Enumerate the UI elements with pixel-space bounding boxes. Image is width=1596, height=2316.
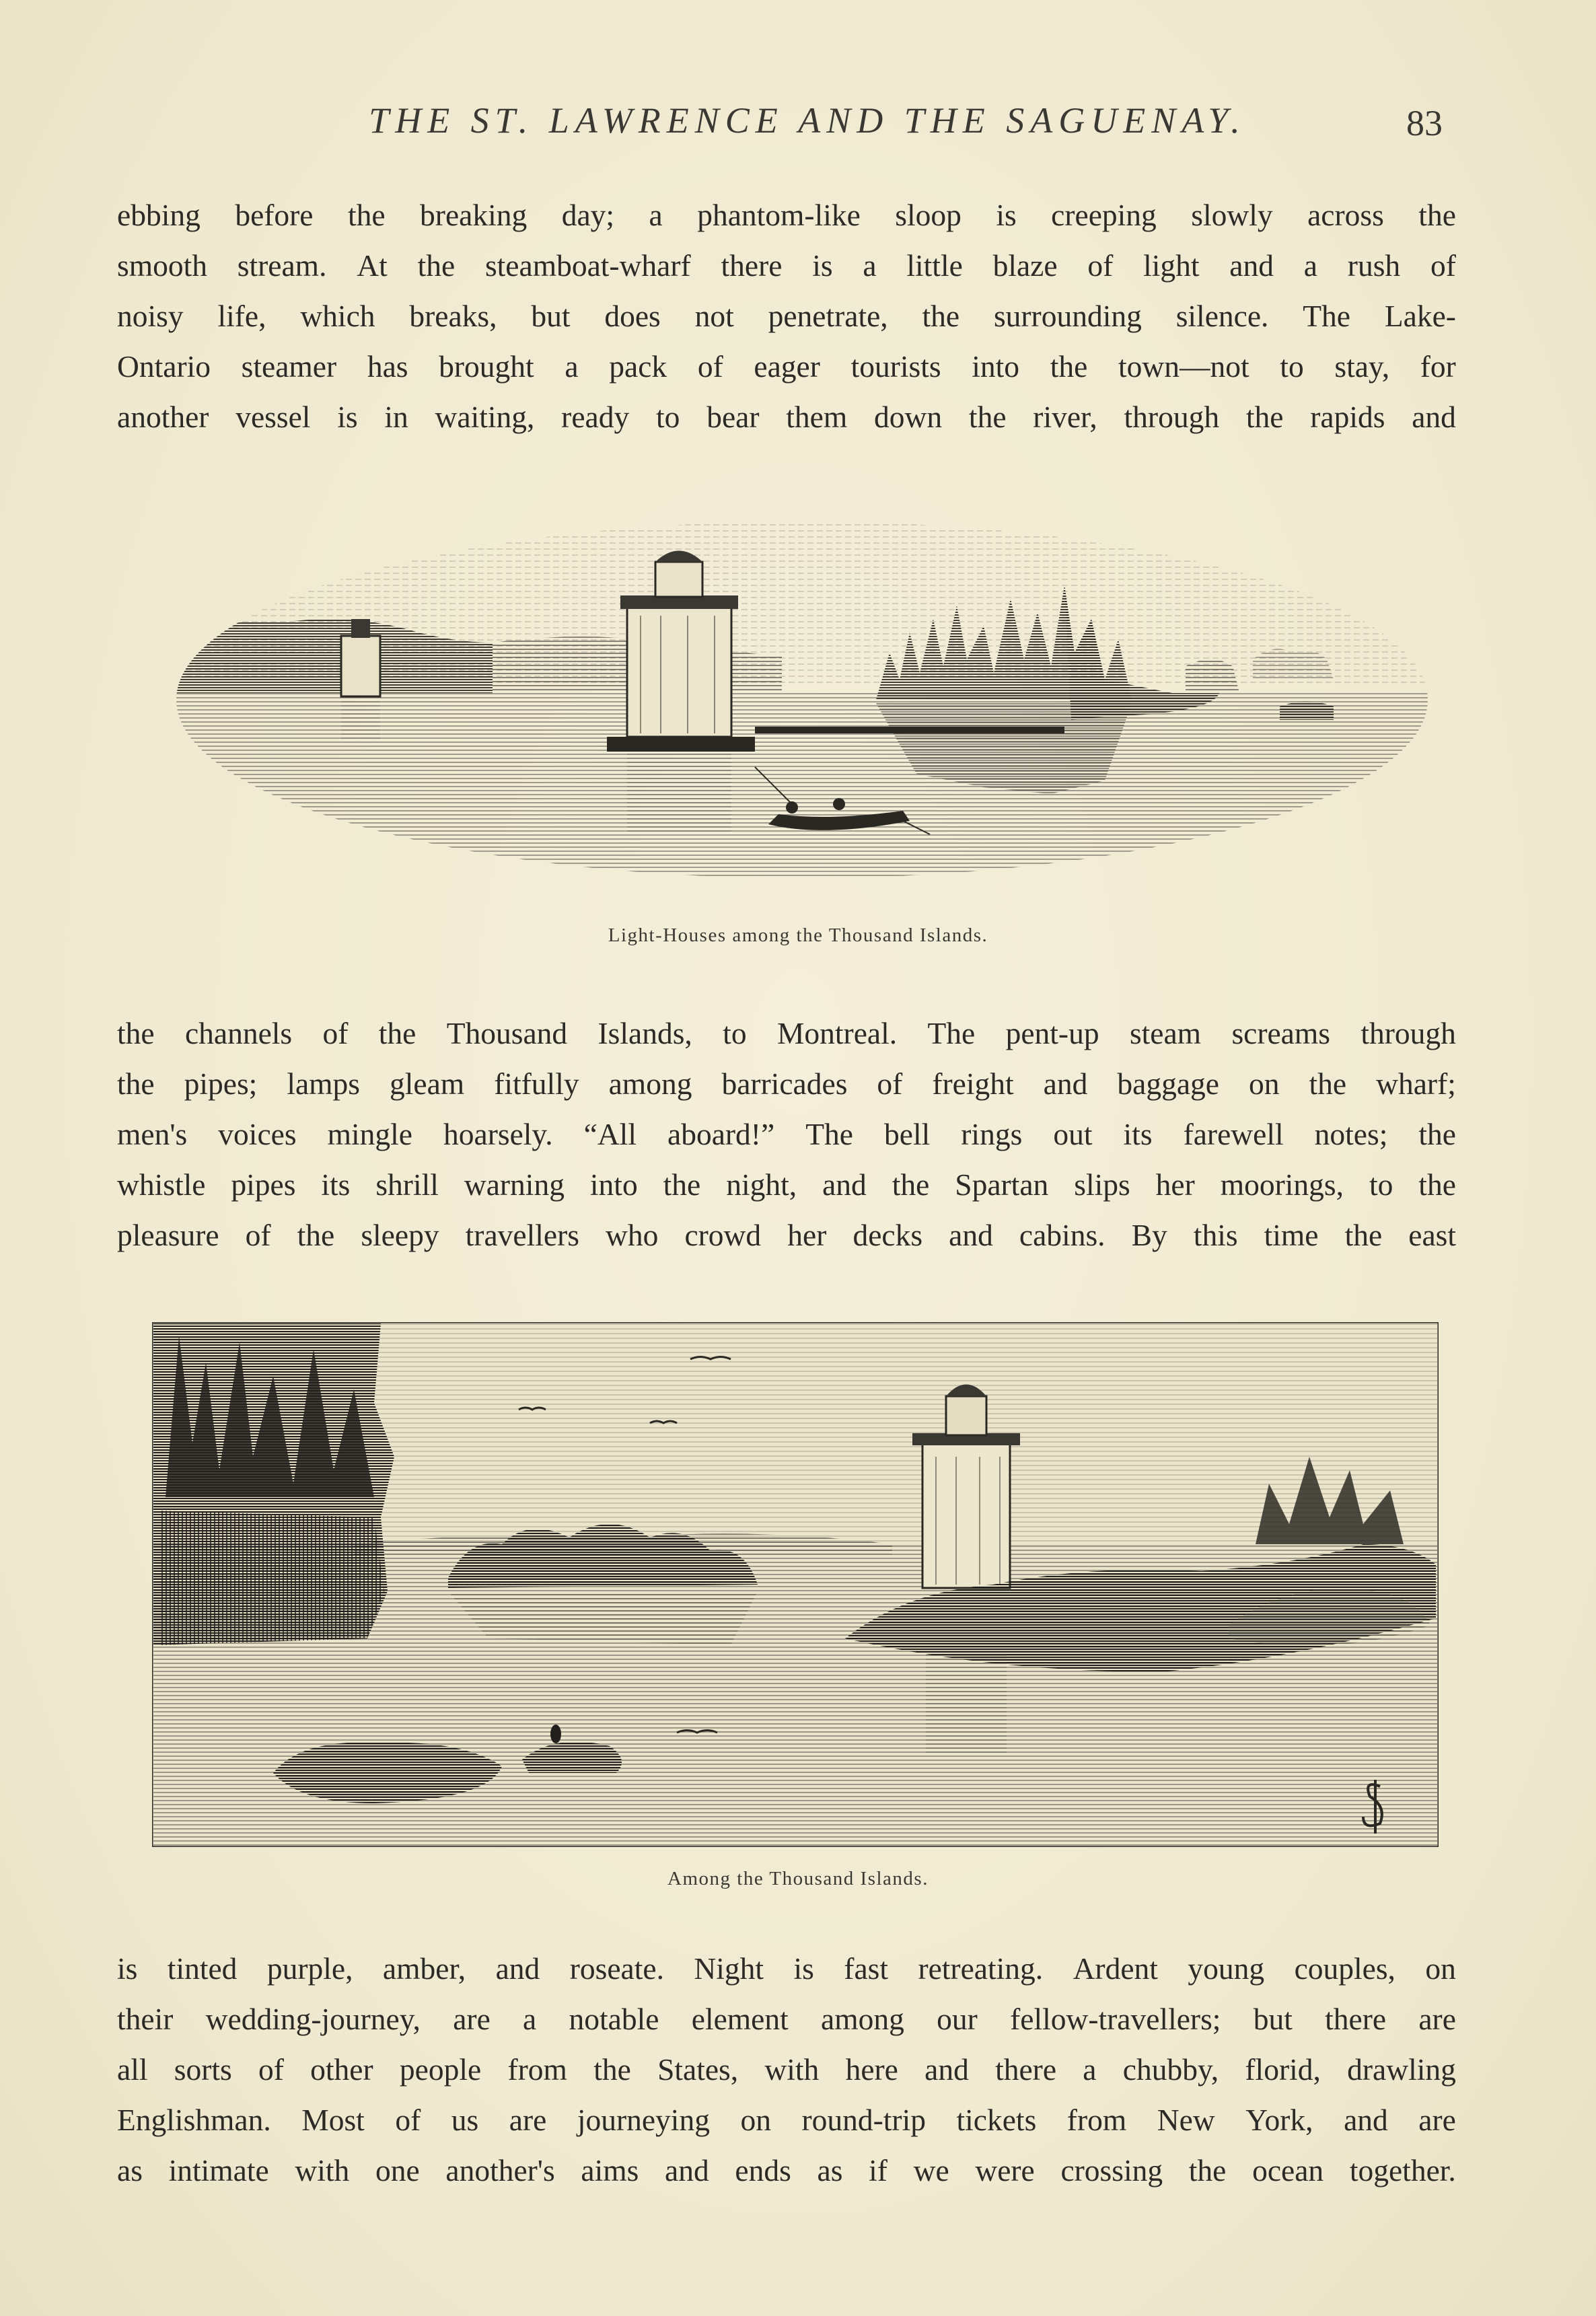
paragraph-line: another vessel is in waiting, ready to bear them down the river, through the rapids and bbox=[117, 400, 1456, 434]
paragraph-line: the pipes; lamps gleam fitfully among barricades of freight and baggage on the wharf; bbox=[117, 1066, 1456, 1101]
page-number: 83 bbox=[1406, 103, 1443, 143]
figure-1-caption: Light-Houses among the Thousand Islands. bbox=[608, 925, 988, 946]
paragraph-line: noisy life, which breaks, but does not penetrate, the surrounding silence. The Lake- bbox=[117, 299, 1456, 333]
paragraph-line: as intimate with one another's aims and ends as if we were crossing the ocean together. bbox=[117, 2153, 1456, 2187]
figure-2-caption: Among the Thousand Islands. bbox=[667, 1868, 929, 1889]
paragraph-line: Ontario steamer has brought a pack of eager tourists into the town—not to stay, for bbox=[117, 349, 1456, 384]
thousand-islands-engraving bbox=[152, 1322, 1439, 1847]
lighthouses-engraving bbox=[176, 498, 1428, 902]
paragraph-line: pleasure of the sleepy travellers who crowd her decks and cabins. By this time the east bbox=[117, 1218, 1456, 1252]
paragraph-line: the channels of the Thousand Islands, to Montreal. The pent-up steam screams through bbox=[117, 1016, 1456, 1050]
paragraph-3 bbox=[117, 1943, 1456, 2196]
paragraph-line: ebbing before the breaking day; a phantom-like sloop is creeping slowly across the bbox=[117, 198, 1456, 232]
paragraph-line: their wedding-journey, are a notable element among our fellow-travellers; but there are bbox=[117, 2002, 1456, 2036]
paragraph-line: Englishman. Most of us are journeying on round-trip tickets from New York, and are bbox=[117, 2103, 1456, 2137]
paragraph-line: whistle pipes its shrill warning into the night, and the Spartan slips her moorings, to the bbox=[117, 1167, 1456, 1202]
paragraph-2 bbox=[117, 1008, 1456, 1260]
running-title: THE ST. LAWRENCE AND THE SAGUENAY. bbox=[369, 100, 1246, 141]
paragraph-line: all sorts of other people from the States, with here and there a chubby, florid, drawling bbox=[117, 2052, 1456, 2087]
paragraph-1 bbox=[117, 190, 1456, 442]
paragraph-line: men's voices mingle hoarsely. “All aboard!” The bell rings out its farewell notes; the bbox=[117, 1117, 1456, 1151]
paragraph-line: smooth stream. At the steamboat-wharf there is a little blaze of light and a rush of bbox=[117, 248, 1456, 283]
paragraph-line: is tinted purple, amber, and roseate. Night is fast retreating. Ardent young couples, on bbox=[117, 1951, 1456, 1986]
